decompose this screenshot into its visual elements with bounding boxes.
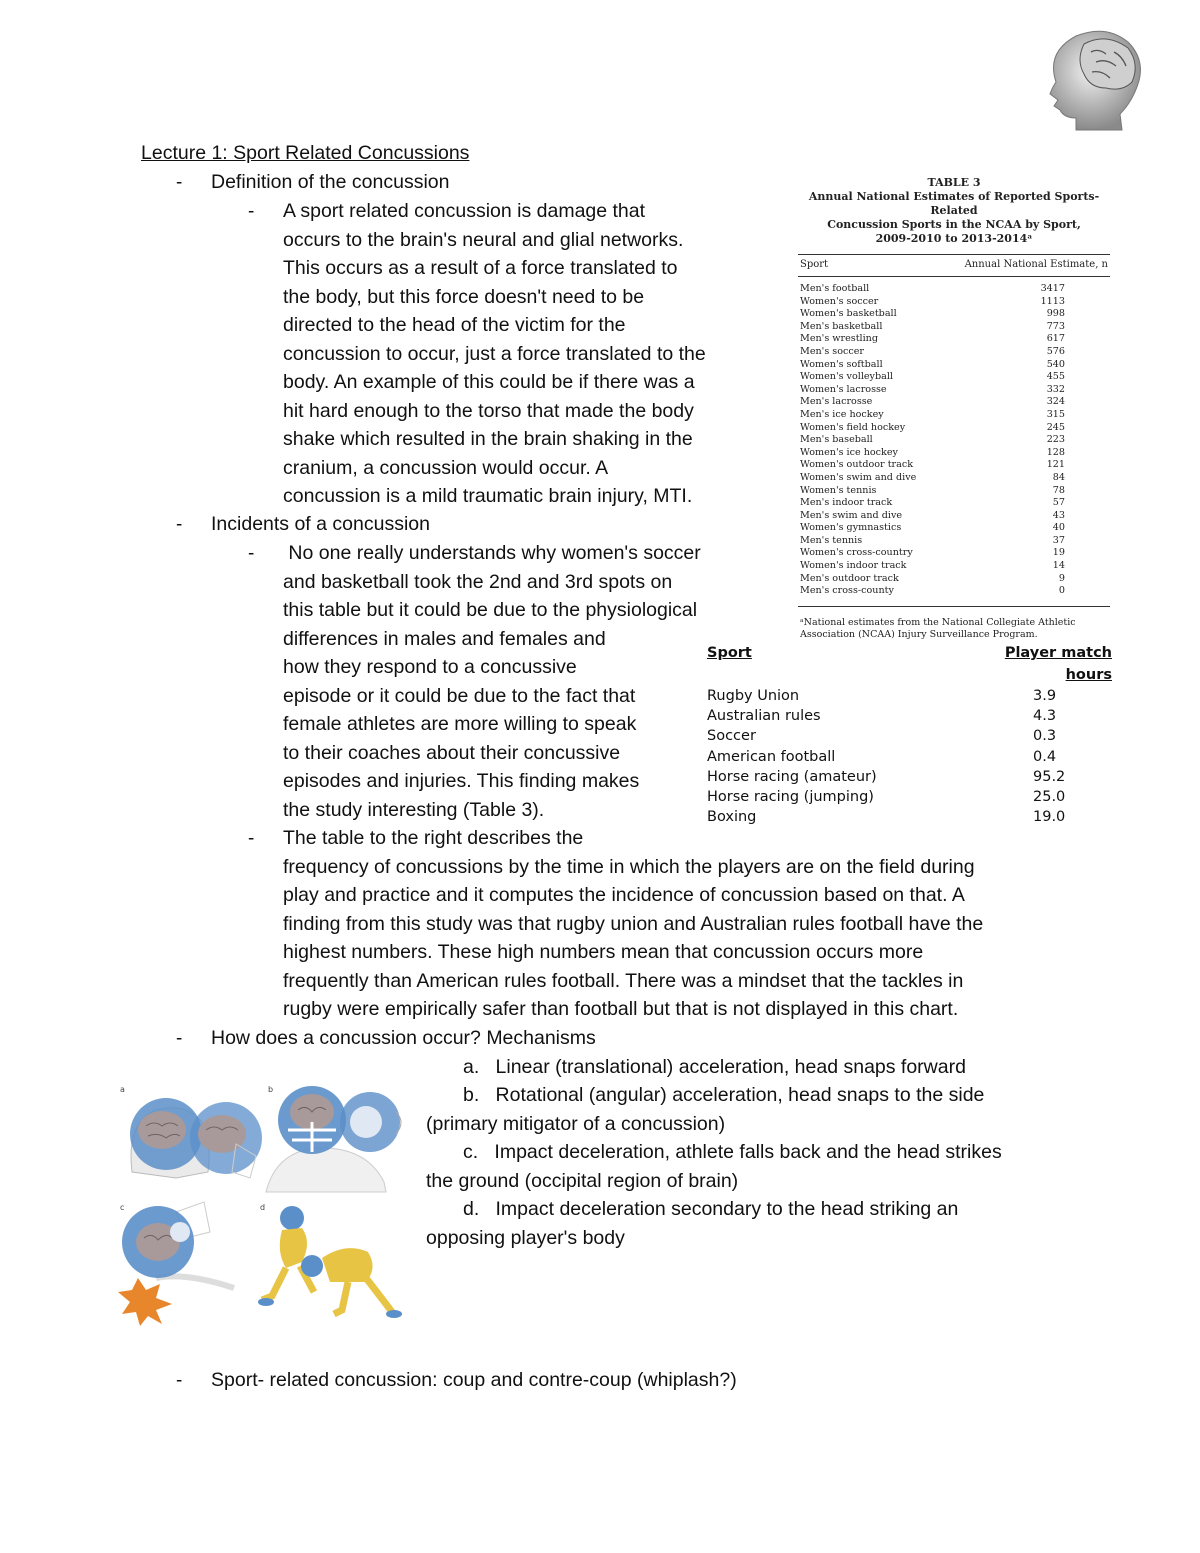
cell-estimate: 19 [1052,547,1065,559]
table-row [798,434,1110,447]
text-line: This occurs as a result of a force translated to [283,257,678,279]
text-line: play and practice and it computes the incidence of concussion based on that. A [283,884,965,906]
page-title: Lecture 1: Sport Related Concussions [141,142,470,164]
cell-sport: Women's gymnastics [800,522,902,534]
table-row [798,510,1110,523]
cell-sport: Men's baseball [800,434,873,446]
cell-sport: Men's ice hockey [800,408,884,420]
text-line: directed to the head of the victim for the [283,314,626,336]
table-header [798,255,1110,276]
cell-sport: Men's basketball [800,320,883,332]
column-header-estimate: Annual National Estimate, n [964,259,1108,270]
text-line: the study interesting (Table 3). [283,798,545,821]
panel-c-impact-deceleration [118,1202,234,1326]
cell-estimate: 43 [1052,509,1065,521]
cell-sport: Men's swim and dive [800,509,903,521]
list-item: c. Impact deceleration, athlete falls back and the head strikes [463,1141,1002,1163]
text-line: episode or it could be due to the fact that [283,684,636,707]
table-header [707,642,1112,686]
text-line: to their coaches about their concussive [283,741,621,764]
text-line: how they respond to a concussive [283,656,577,678]
cell-estimate: 998 [1046,308,1065,320]
panel-a-linear [120,1085,262,1178]
definition-heading: Definition of the concussion [211,171,450,193]
cell-estimate: 0 [1058,585,1065,597]
cell-hours: 4.3 [1033,708,1057,725]
text-line: highest numbers. These high numbers mean that concussion occurs more [283,941,924,963]
list-item: d. Impact deceleration secondary to the head striking an [463,1198,959,1220]
cell-sport: Men's wrestling [800,333,879,345]
cell-sport: Soccer [707,728,756,745]
text-line: the ground (occipital region of brain) [426,1169,739,1192]
cell-sport: Women's cross-country [800,547,913,559]
text-line: the body, but this force doesn't need to be [283,285,645,308]
cell-sport: Horse racing (jumping) [707,789,874,806]
cell-estimate: 455 [1046,371,1065,383]
list-item: b. Rotational (angular) acceleration, head snaps to the side [463,1084,985,1106]
table-row [707,686,1112,706]
text-line: hit hard enough to the torso that made the body [283,399,694,422]
text-line: body. An example of this could be if there was a [283,371,695,393]
text-line: frequency of concussions by the time in which the players are on the field during [283,855,975,878]
cell-hours: 19.0 [1033,809,1066,826]
cell-estimate: 121 [1046,459,1065,471]
table-caption-line: Annual National Estimates of Reported Sports-Related [808,190,1100,217]
table-row [798,346,1110,359]
table-row [798,585,1110,598]
cell-estimate: 245 [1046,421,1065,433]
table-caption-line: Concussion Sports in the NCAA by Sport, [827,218,1081,231]
table-row [798,560,1110,573]
cell-sport: Horse racing (amateur) [707,768,877,785]
column-header-sport: Sport [800,259,829,270]
panel-label: d [260,1203,266,1212]
cell-sport: Women's indoor track [800,560,907,572]
cell-estimate: 3417 [1040,283,1065,294]
table-row [707,787,1112,807]
column-header-sport: Sport [707,645,752,661]
text-line: differences in males and females and [283,627,606,650]
panel-label: a [120,1085,125,1094]
table-rule [798,606,1110,607]
text-line: opposing player's body [426,1226,625,1249]
table-caption-line: TABLE 3 [927,176,981,189]
text-line: this table but it could be due to the physiological [283,599,698,621]
table-row [798,472,1110,485]
bullet-dash: - [176,1028,183,1049]
table-row [798,447,1110,460]
panel-b-rotational [266,1085,401,1192]
cell-sport: Women's soccer [800,295,879,307]
cell-estimate: 315 [1046,408,1065,420]
cell-sport: Rugby Union [707,688,800,704]
cell-hours: 95.2 [1033,768,1066,785]
text-line: occurs to the brain's neural and glial networks. [283,228,684,251]
table-row [707,767,1112,787]
text-line: shake which resulted in the brain shaking in the [283,428,693,450]
list-item: a. Linear (translational) acceleration, head snaps forward [463,1055,966,1078]
cell-estimate: 617 [1046,333,1065,345]
cell-hours: 0.3 [1033,728,1057,745]
table-row [798,371,1110,384]
cell-sport: Men's outdoor track [800,572,899,584]
cell-estimate: 332 [1046,383,1065,395]
cell-sport: American football [707,748,836,765]
text-line: concussion to occur, just a force translated to the [283,342,706,365]
table-row [798,547,1110,560]
text-line: No one really understands why women's soccer [283,542,701,564]
bullet-dash: - [176,172,183,193]
cell-sport: Women's swim and dive [800,471,917,483]
cell-sport: Men's soccer [800,345,864,357]
player-match-hours-table [707,642,1112,827]
cell-sport: Women's basketball [800,308,897,320]
table-row [798,522,1110,535]
text-line: concussion is a mild traumatic brain injury, MTI. [283,485,693,507]
table-row [798,396,1110,409]
cell-sport: Women's tennis [800,484,877,496]
cell-estimate: 576 [1046,345,1065,357]
table-body [707,686,1112,827]
table-footnote: ᵃNational estimates from the National Collegiate Athletic Association (NCAA) Injury Surveillance Program. [800,616,1076,640]
panel-label: c [120,1203,125,1212]
bullet-dash: - [248,828,255,849]
cell-estimate: 324 [1046,396,1065,408]
text-line: cranium, a concussion would occur. A [283,456,609,479]
table-row [798,422,1110,435]
ncaa-concussion-table [798,176,1110,641]
table-row [798,535,1110,548]
cell-sport: Men's football [800,283,870,294]
cell-estimate: 773 [1046,320,1065,332]
concussion-mechanisms-figure [116,1082,406,1327]
cell-estimate: 128 [1046,446,1065,458]
table-row [798,384,1110,397]
text-line: and basketball took the 2nd and 3rd spots on [283,570,673,593]
bullet-dash: - [248,201,255,222]
text-line: rugby were empirically safer than football but that is not displayed in this chart. [283,998,959,1020]
text-line: episodes and injuries. This finding makes [283,770,640,792]
table-row [798,321,1110,334]
cell-sport: Men's cross-county [800,585,894,597]
text-line: finding from this study was that rugby union and Australian rules football have the [283,912,984,935]
table-row [798,308,1110,321]
table-caption-line: 2009-2010 to 2013-2014ᵃ [875,232,1033,245]
cell-sport: Boxing [707,809,757,826]
cell-sport: Men's indoor track [800,497,893,509]
cell-hours: 3.9 [1033,688,1057,704]
table-row [798,296,1110,309]
text-line: (primary mitigator of a concussion) [426,1112,726,1135]
bullet-dash: - [248,543,255,564]
table-row [798,409,1110,422]
table-row [707,747,1112,767]
mechanisms-heading: How does a concussion occur? Mechanisms [211,1027,596,1049]
table-row [798,497,1110,510]
cell-hours: 25.0 [1033,789,1066,806]
cell-estimate: 57 [1052,497,1065,509]
cell-sport: Women's volleyball [800,371,893,383]
table-row [798,333,1110,346]
cell-sport: Women's softball [800,358,883,370]
cell-estimate: 37 [1052,534,1065,546]
cell-sport: Women's lacrosse [800,383,887,395]
cell-estimate: 78 [1052,484,1065,496]
column-header-hours: Player match hours [1004,645,1112,683]
table-row [798,573,1110,586]
text-line: frequently than American rules football. There was a mindset that the tackles in [283,969,964,992]
text-line: The table to the right describes the [283,827,584,849]
table-row [798,485,1110,498]
table-row [707,726,1112,746]
text-line: A sport related concussion is damage that [283,200,646,222]
bullet-dash: - [176,514,183,535]
cell-sport: Men's lacrosse [800,396,873,408]
cell-estimate: 40 [1052,522,1065,534]
table-row [798,283,1110,296]
cell-estimate: 84 [1052,471,1065,483]
cell-sport: Women's outdoor track [800,459,914,471]
cell-sport: Australian rules [707,708,821,725]
cell-estimate: 14 [1052,560,1065,572]
coup-heading: Sport- related concussion: coup and contre-coup (whiplash?) [211,1369,737,1391]
cell-estimate: 1113 [1040,295,1065,307]
panel-d-player-collision [258,1203,402,1318]
cell-sport: Men's tennis [800,534,863,546]
table-row [707,706,1112,726]
panel-label: b [268,1085,274,1094]
head-brain-illustration [1036,22,1148,132]
incidents-heading: Incidents of a concussion [211,513,430,535]
table-row [798,459,1110,472]
cell-estimate: 540 [1046,358,1065,370]
cell-sport: Women's field hockey [800,421,906,433]
table-rule [798,276,1110,277]
table-body [798,283,1110,598]
text-line: female athletes are more willing to speak [283,713,637,735]
cell-sport: Women's ice hockey [800,446,898,458]
cell-estimate: 223 [1046,434,1065,446]
bullet-dash: - [176,1370,183,1391]
table-row [707,807,1112,827]
cell-hours: 0.4 [1033,748,1057,765]
cell-estimate: 9 [1058,572,1065,584]
table-row [798,359,1110,372]
